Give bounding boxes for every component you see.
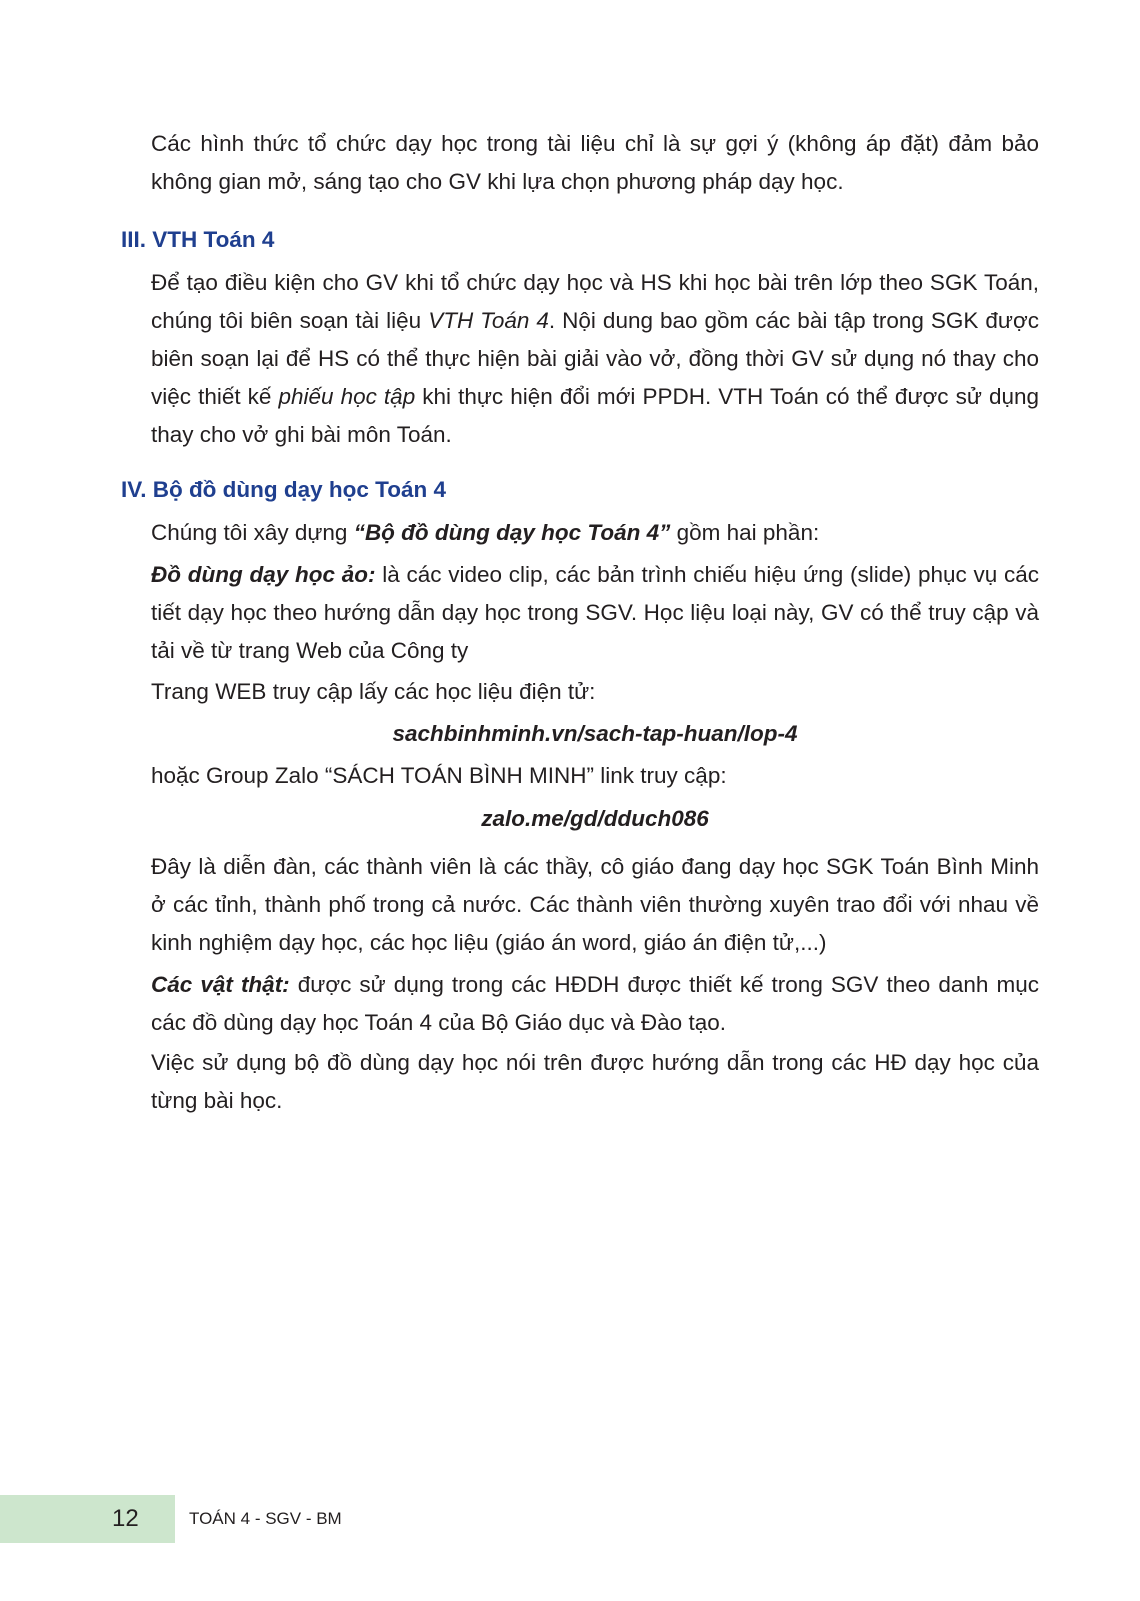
section-4-intro-a: Chúng tôi xây dựng — [151, 520, 354, 545]
web-link[interactable]: sachbinhminh.vn/sach-tap-huan/lop-4 — [392, 721, 798, 746]
section-3-paragraph — [151, 264, 1039, 454]
virtual-materials-paragraph — [151, 556, 1039, 670]
section-4-heading: IV. Bộ đồ dùng dạy học Toán 4 — [121, 477, 447, 502]
kit-name-bold: “Bộ đồ dùng dạy học Toán 4” — [353, 520, 671, 545]
real-objects-label: Các vật thật: — [151, 972, 290, 997]
real-objects-text: được sử dụng trong các HĐDH được thiết kế trong SGV theo danh mục các đồ dùng dạy học Toán 4 của Bộ Giáo dục và Đào tạo. — [151, 972, 1039, 1035]
section-4-intro-c: gồm hai phần: — [670, 520, 820, 545]
closing-paragraph: Việc sử dụng bộ đồ dùng dạy học nói trên được hướng dẫn trong các HĐ dạy học của từng bài học. — [151, 1050, 1039, 1113]
section-4-intro — [151, 514, 1039, 552]
section-3-text-c: . Nội dung bao gồm các bài tập trong SGK được biên soạn lại để HS có thể thực hiện bài giải vào vở, đồng thời GV sử dụng nó thay cho việc thiết kế — [151, 308, 1039, 409]
intro-paragraph: Các hình thức tổ chức dạy học trong tài liệu chỉ là sự gợi ý (không áp đặt) đảm bảo không gian mở, sáng tạo cho GV khi lựa chọn phương pháp dạy học. — [151, 131, 1039, 194]
vth-title-italic: VTH Toán 4 — [428, 308, 549, 333]
zalo-link[interactable]: zalo.me/gd/dduch086 — [481, 806, 709, 831]
forum-paragraph: Đây là diễn đàn, các thành viên là các thầy, cô giáo đang dạy học SGK Toán Bình Minh ở các tỉnh, thành phố trong cả nước. Các thành viên thường xuyên trao đổi với nhau về kinh nghiệm dạy học, các học liệu (giáo án word, giáo án điện tử,...) — [151, 854, 1039, 955]
footer-page-band — [0, 1495, 175, 1543]
section-3-heading: III. VTH Toán 4 — [121, 227, 275, 252]
real-objects-paragraph — [151, 966, 1039, 1042]
footer-book-title: TOÁN 4 - SGV - BM — [189, 1509, 342, 1528]
section-3-text-e: khi thực hiện đổi mới PPDH. VTH Toán có thể được sử dụng thay cho vở ghi bài môn Toán. — [151, 384, 1039, 447]
virtual-materials-text: là các video clip, các bản trình chiếu hiệu ứng (slide) phục vụ các tiết dạy học theo hướng dẫn dạy học trong SGV. Học liệu loại này, GV có thể truy cập và tải về từ trang Web của Công ty — [151, 562, 1039, 663]
section-3-text-a: Để tạo điều kiện cho GV khi tổ chức dạy học và HS khi học bài trên lớp theo SGK Toán, chúng tôi biên soạn tài liệu — [151, 270, 1039, 333]
page-number: 12 — [112, 1505, 139, 1532]
zalo-access-label: hoặc Group Zalo “SÁCH TOÁN BÌNH MINH” link truy cập: — [151, 763, 727, 788]
web-access-label: Trang WEB truy cập lấy các học liệu điện tử: — [151, 679, 596, 704]
virtual-materials-label: Đồ dùng dạy học ảo: — [151, 562, 376, 587]
worksheet-term-italic: phiếu học tập — [278, 384, 416, 409]
